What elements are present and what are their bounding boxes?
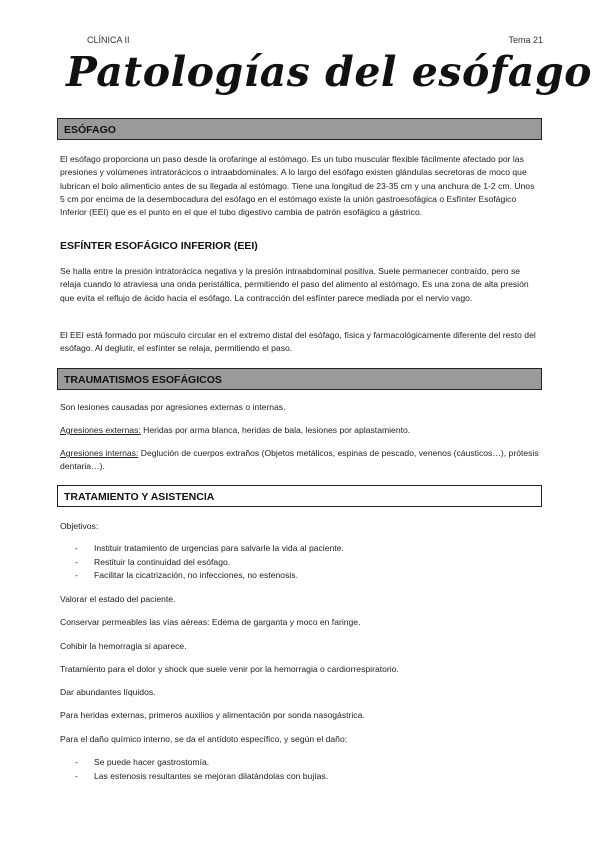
treatment-line: Valorar el estado del paciente. — [60, 594, 176, 604]
eei-paragraph-2: El EEI está formado por músculo circular en el extremo distal del esófago, física y farmacológicamente diferente del resto del esófago. Al deglutir, el esfínter se relaja, permitiendo el paso. — [60, 330, 536, 354]
list-item: - Facilitar la cicatrización, no infecciones, no estenosis. — [60, 569, 530, 583]
section-heading-traumatismos: TRAUMATISMOS ESOFÁGICOS — [57, 368, 542, 390]
list-item: - Instituir tratamiento de urgencias para salvarle la vida al paciente. — [60, 542, 530, 556]
section-heading-esofago: ESÓFAGO — [57, 118, 542, 140]
agresiones-externas — [60, 424, 540, 437]
list-item: - Las estenosis resultantes se mejoran dilatándolas con bujías. — [60, 770, 530, 784]
agresiones-externas-text: Heridas por arma blanca, heridas de bala, lesiones por aplastamiento. — [140, 425, 411, 435]
objectives-list — [60, 542, 530, 583]
agresiones-internas — [60, 447, 540, 474]
subheading-eei: ESFÍNTER ESOFÁGICO INFERIOR (EEI) — [60, 240, 258, 252]
traumatismos-intro: Son lesiones causadas por agresiones externas o internas. — [60, 402, 286, 412]
section-heading-tratamiento: TRATAMIENTO Y ASISTENCIA — [57, 485, 542, 507]
treatment-line: Para heridas externas, primeros auxilios y alimentación por sonda nasogástrica. — [60, 710, 365, 720]
treatment-line: Dar abundantes líquidos. — [60, 687, 156, 697]
treatment-line: Para el daño químico interno, se da el antídoto específico, y según el daño: — [60, 734, 348, 744]
agresiones-internas-label: Agresiones internas: — [60, 448, 139, 458]
esofago-paragraph: El esófago proporciona un paso desde la orofaringe al estómago. Es un tubo muscular flexible fácilmente afectado por las presiones y volúmenes intratorácicos o intraabdominales. A lo largo del esófago existen glándulas secretoras de moco que lubrican el bolo alimenticio antes de su llegada al estómago. Tiene una longitud de 23-35 cm y una anchura de 1-2 cm. Unos 5 cm por encima de la desembocadura del esófago en el estómago existe la unión gastroesofágica o Esfínter Esofágico Inferior (EEI) que es el punto en el que el tubo digestivo cambia de patrón esofágico a gástrico. — [60, 154, 535, 218]
final-list — [60, 756, 530, 783]
header-course: CLÍNICA II — [87, 35, 130, 45]
treatment-line: Tratamiento para el dolor y shock que suele venir por la hemorragia o cardiorrespiratorio. — [60, 664, 399, 674]
treatment-line: Cohibir la hemorragia si aparece. — [60, 641, 187, 651]
header-topic: Tema 21 — [508, 35, 543, 45]
list-item: - Restituir la continuidad del esófago. — [60, 556, 530, 570]
agresiones-internas-text: Deglución de cuerpos extraños (Objetos metálicos, espinas de pescado, venenos (cáusticos…), prótesis dentaria…). — [60, 448, 539, 472]
objetivos-label: Objetivos: — [60, 521, 99, 531]
list-item: - Se puede hacer gastrostomía. — [60, 756, 530, 770]
page-title: Patologías del esófago — [66, 48, 593, 96]
agresiones-externas-label: Agresiones externas: — [60, 425, 141, 435]
treatment-line: Conservar permeables las vías aéreas: Edema de garganta y moco en faringe. — [60, 617, 361, 627]
eei-paragraph: Se halla entre la presión intratorácica negativa y la presión intraabdominal positiva. Suele permanecer contraído, pero se relaja cuando lo atraviesa una onda peristáltica, permitiendo el paso del alimento al estómago. Es una zona de alta presión que evita el reflujo de ácido hacia el esófago. La contracción del esfínter parece mediada por el nervio vago. — [60, 266, 529, 303]
